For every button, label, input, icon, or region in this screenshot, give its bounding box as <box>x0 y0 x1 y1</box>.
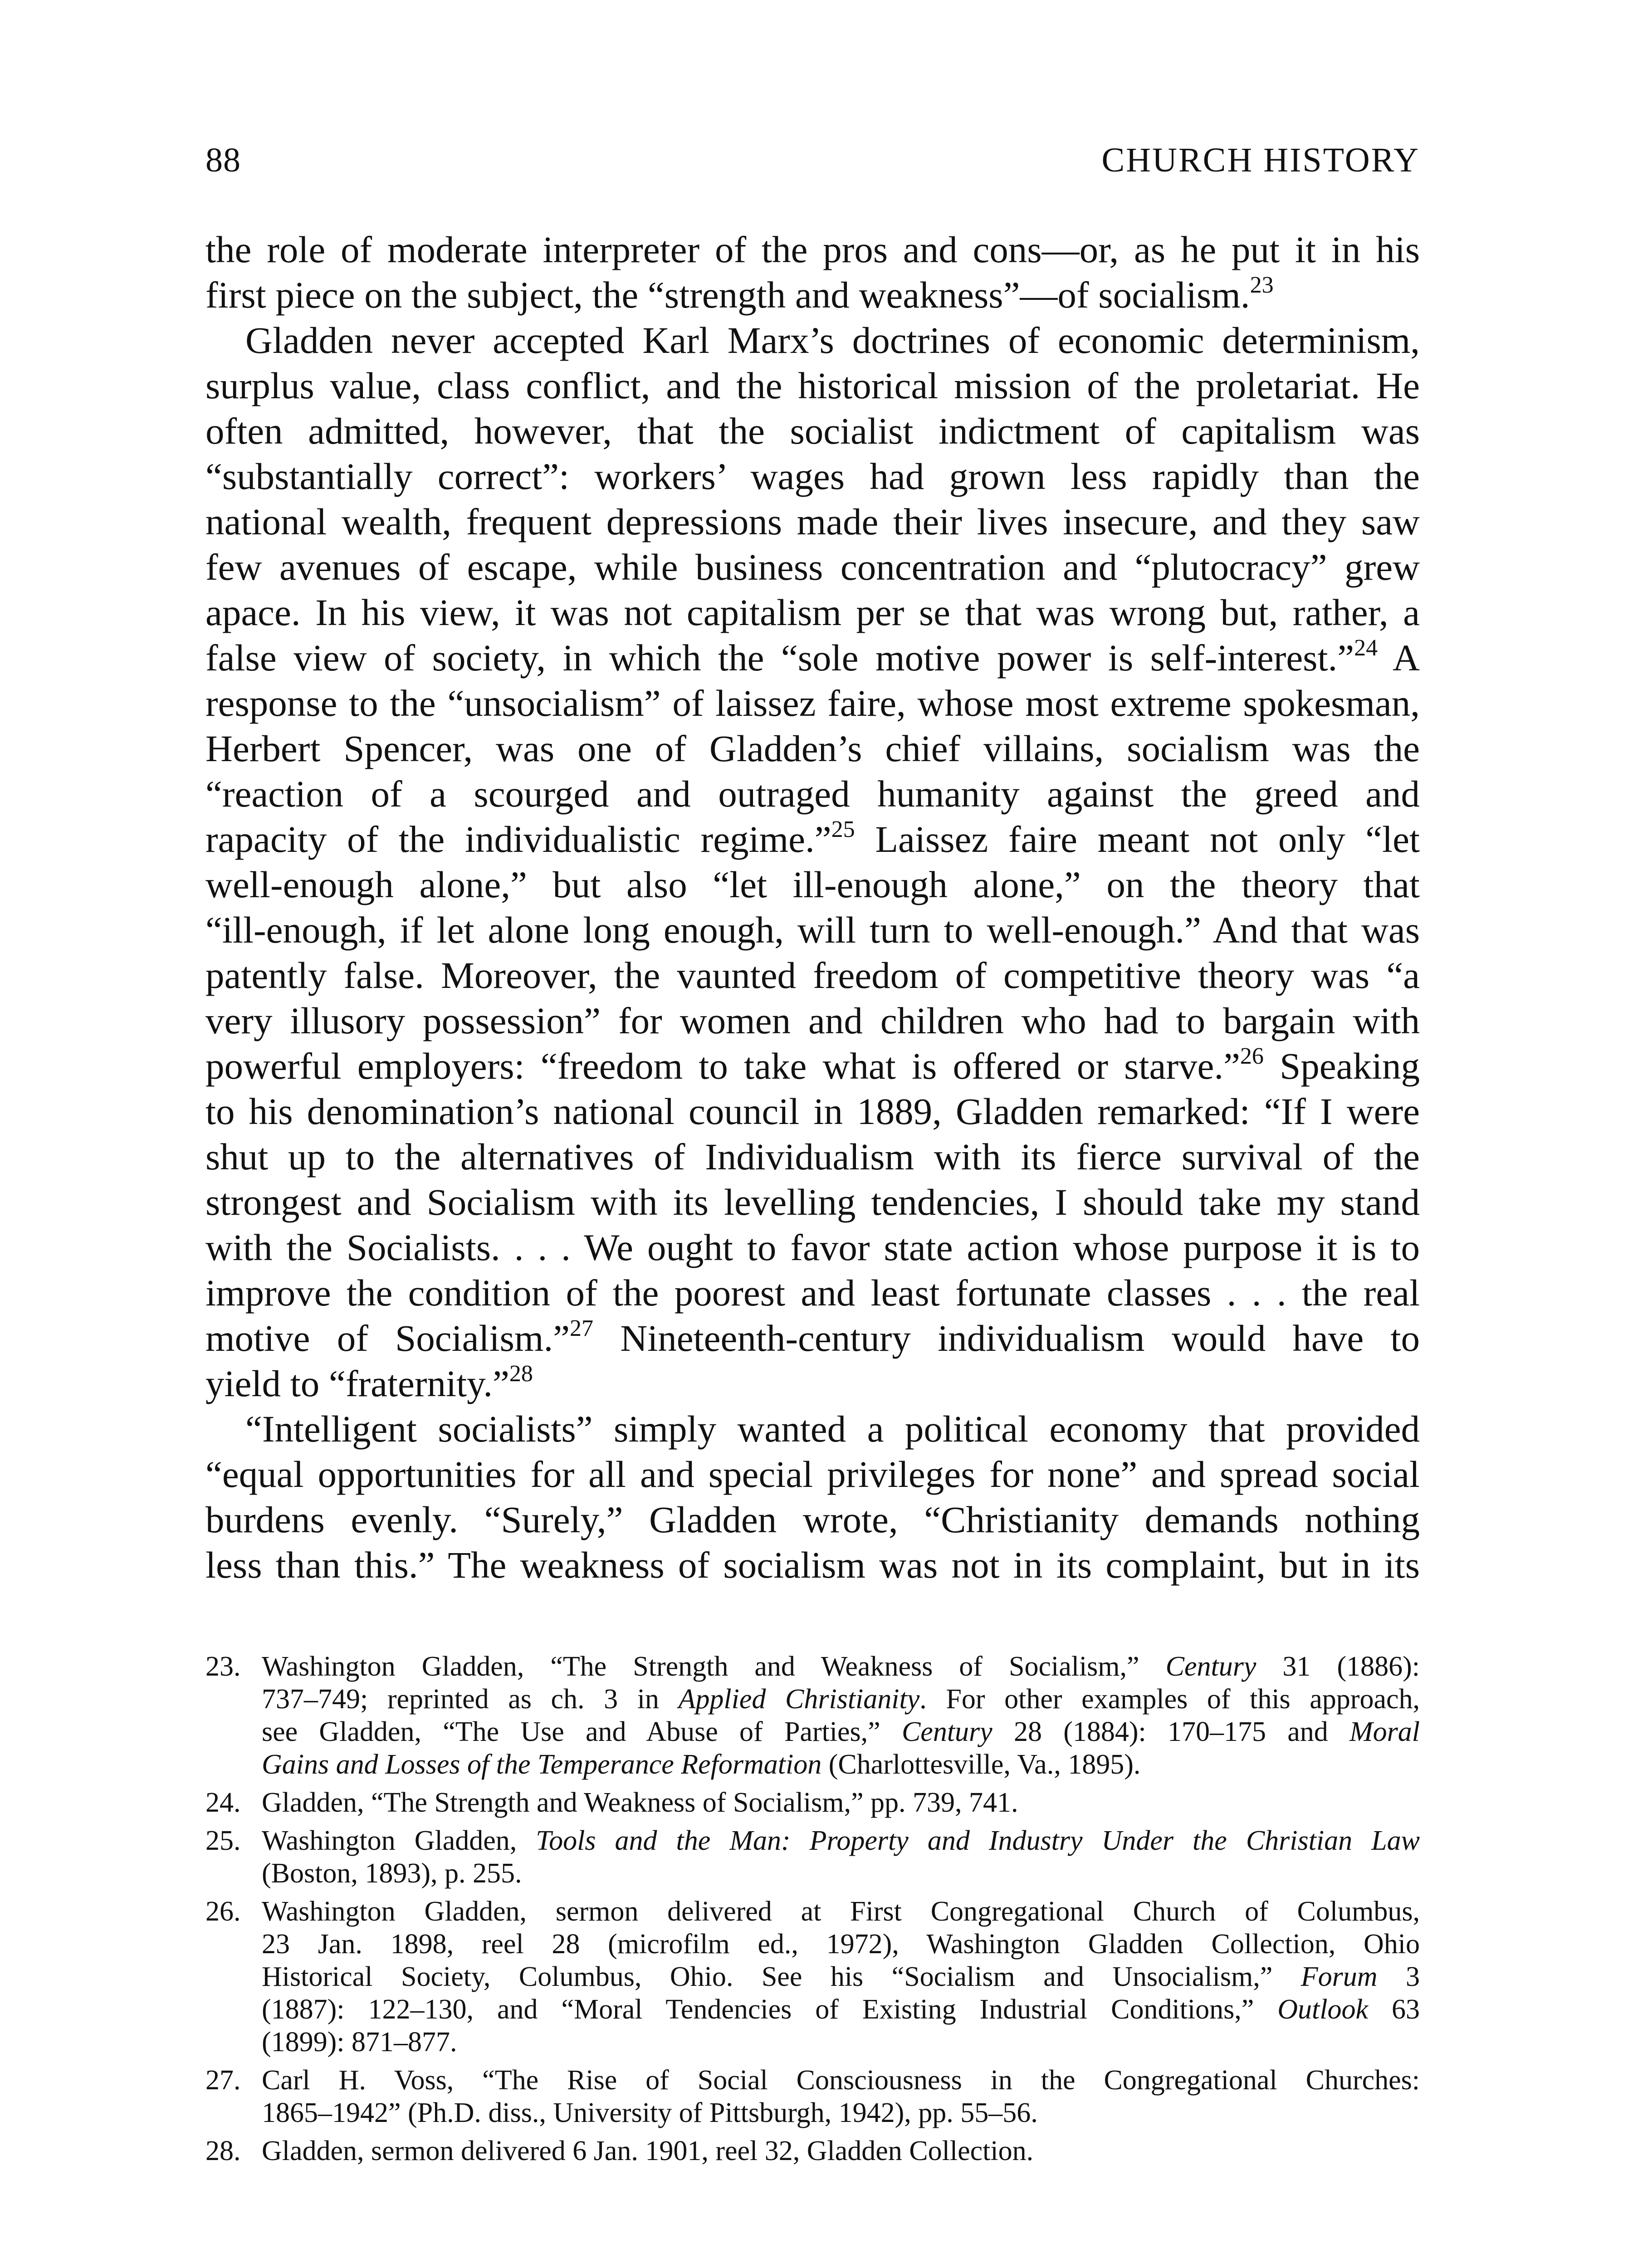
footnote-ref: 24 <box>1354 635 1378 661</box>
body-line: strongest and Socialism with its levelling tendencies, I should take my stand <box>205 1181 1420 1223</box>
body-line: to his denomination’s national council in 1889, Gladden remarked: “If I were <box>205 1090 1420 1132</box>
footnote-23: 23. Washington Gladden, “The Strength and Weakness of Socialism,” Century 31 (1886): 737–749; reprinted as ch. 3 in Applied Christianity. For other examples of this approach, see Gladden, “The Use and Abuse of Parties,” Century 28 (1884): 170–175 and Moral Gains and Losses of the Temperance Reformation (Charlottesville, Va., 1895). <box>205 1651 1420 1780</box>
body-line: national wealth, frequent depressions made their lives insecure, and they saw <box>205 501 1420 543</box>
footnote-24: 24. Gladden, “The Strength and Weakness of Socialism,” pp. 739, 741. <box>205 1787 1018 1818</box>
body-line: well-enough alone,” but also “let ill-enough alone,” on the theory that <box>205 864 1420 905</box>
body-line: improve the condition of the poorest and least fortunate classes . . . the real <box>205 1272 1420 1314</box>
body-line: Herbert Spencer, was one of Gladden’s chief villains, socialism was the <box>205 728 1420 769</box>
footnotes <box>205 1650 1420 2173</box>
footnote-25: 25. Washington Gladden, Tools and the Man: Property and Industry Under the Christian Law (Boston, 1893), p. 255. <box>205 1825 1420 1889</box>
body-line: yield to “fraternity.”$^{28}$ <box>205 1361 533 1404</box>
body-line: motive of Socialism.”$^{27}$ Nineteenth-century individualism would have to <box>205 1315 1420 1359</box>
page-number: 88 <box>205 141 241 179</box>
body-line: with the Socialists. . . . We ought to favor state action whose purpose it is to <box>205 1227 1420 1268</box>
body-line: Gladden never accepted Karl Marx’s doctrines of economic determinism, <box>245 319 1420 361</box>
footnote-26: 26. Washington Gladden, sermon delivered at First Congregational Church of Columbus, 23 Jan. 1898, reel 28 (microfilm ed., 1972), Washington Gladden Collection, Ohio Historical Society, Columbus, Ohio. See his “Socialism and Unsocialism,” Forum 3 (1887): 122–130, and “Moral Tendencies of Existing Industrial Conditions,” Outlook 63 (1899): 871–877. <box>205 1896 1420 2058</box>
footnote-number: 24. <box>205 1787 241 1818</box>
footnote-number: 26. <box>205 1896 241 1927</box>
page-header <box>205 135 1420 185</box>
body-line: less than this.” The weakness of socialism was not in its complaint, but in its <box>205 1544 1420 1586</box>
body-line: false view of society, in which the “sole motive power is self-interest.”$^{24}$ A <box>205 635 1420 679</box>
footnote-28: 28. Gladden, sermon delivered 6 Jan. 1901, reel 32, Gladden Collection. <box>205 2136 1034 2166</box>
body-line: first piece on the subject, the “strength and weakness”—of socialism.$^{23}$ <box>205 272 1274 316</box>
body-line: “equal opportunities for all and special privileges for none” and spread social <box>205 1453 1420 1495</box>
body-line: shut up to the alternatives of Individualism with its fierce survival of the <box>205 1136 1420 1178</box>
body-line: rapacity of the individualistic regime.”$^{25}$ Laissez faire meant not only “let <box>205 816 1420 860</box>
body-line: very illusory possession” for women and children who had to bargain with <box>205 1000 1420 1041</box>
footnote-ref: 23 <box>1250 272 1274 298</box>
body-line: few avenues of escape, while business concentration and “plutocracy” grew <box>205 546 1420 588</box>
footnote-ref: 25 <box>831 816 855 843</box>
body-line: “Intelligent socialists” simply wanted a political economy that provided <box>245 1408 1420 1450</box>
body-line: often admitted, however, that the socialist indictment of capitalism was <box>205 410 1420 452</box>
body-line: the role of moderate interpreter of the pros and cons—or, as he put it in his <box>205 229 1420 270</box>
body-line: burdens evenly. “Surely,” Gladden wrote, “Christianity demands nothing <box>205 1499 1420 1540</box>
footnote-ref: 26 <box>1240 1043 1264 1070</box>
body-line: “ill-enough, if let alone long enough, will turn to well-enough.” And that was <box>205 909 1420 951</box>
footnote-number: 25. <box>205 1825 241 1856</box>
body-line: patently false. Moreover, the vaunted freedom of competitive theory was “a <box>205 954 1420 996</box>
body-line: apace. In his view, it was not capitalism per se that was wrong but, rather, a <box>205 591 1420 633</box>
footnote-number: 23. <box>205 1651 241 1682</box>
running-head: CHURCH HISTORY <box>1101 141 1420 179</box>
body-text <box>205 227 1420 1588</box>
body-line: “reaction of a scourged and outraged humanity against the greed and <box>205 773 1420 815</box>
footnote-number: 28. <box>205 2136 241 2166</box>
body-line: “substantially correct”: workers’ wages had grown less rapidly than the <box>205 455 1420 497</box>
footnote-ref: 27 <box>570 1315 594 1342</box>
body-line: response to the “unsocialism” of laissez faire, whose most extreme spokesman, <box>205 682 1420 724</box>
footnote-number: 27. <box>205 2065 241 2096</box>
body-line: surplus value, class conflict, and the historical mission of the proletariat. He <box>205 365 1420 406</box>
body-line: powerful employers: “freedom to take what is offered or starve.”$^{26}$ Speaking <box>205 1043 1420 1087</box>
footnote-ref: 28 <box>509 1361 533 1387</box>
footnote-27: 27. Carl H. Voss, “The Rise of Social Consciousness in the Congregational Churches: 1865–1942” (Ph.D. diss., University of Pittsburgh, 1942), pp. 55–56. <box>205 2065 1420 2128</box>
